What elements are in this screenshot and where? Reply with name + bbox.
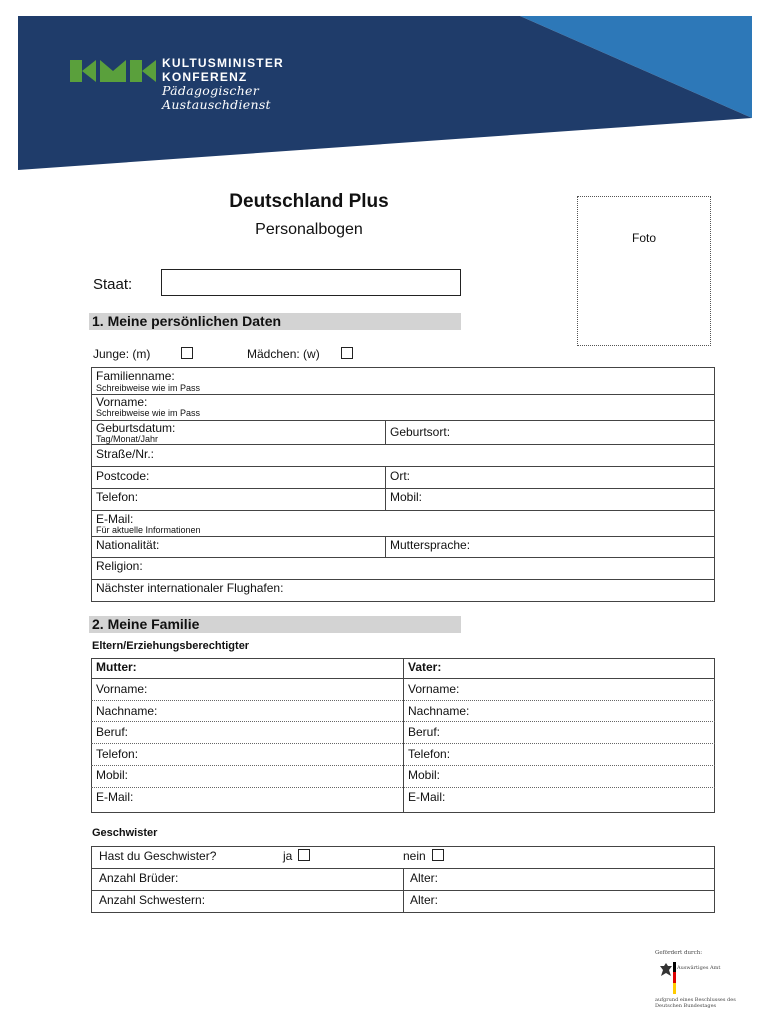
siblings-question: Hast du Geschwister? <box>99 849 217 863</box>
kmk-logo-text <box>162 56 284 112</box>
sisters-label: Anzahl Schwestern: <box>99 893 206 907</box>
muttersprache-label: Muttersprache: <box>390 538 471 552</box>
column-divider <box>403 868 404 913</box>
column-divider <box>385 536 386 557</box>
flag-stripe-icon <box>673 962 676 994</box>
document-subtitle: Personalbogen <box>255 221 363 238</box>
father-title: Vater: <box>408 660 442 674</box>
row-divider <box>91 743 715 744</box>
staat-label: Staat: <box>93 276 133 293</box>
row-divider <box>91 536 715 537</box>
father-beruf-label: Beruf: <box>408 725 441 739</box>
document-title: Deutschland Plus <box>229 191 389 212</box>
gender-girl-label: Mädchen: (w) <box>247 347 320 361</box>
personal-data-table <box>91 367 715 602</box>
siblings-no-checkbox[interactable] <box>432 849 444 861</box>
mother-nachname-label: Nachname: <box>96 704 158 718</box>
section-family-heading: 2. Meine Familie <box>89 616 461 633</box>
email-label: E-Mail: <box>96 512 134 526</box>
column-divider <box>403 658 404 813</box>
row-divider <box>91 579 715 580</box>
row-divider <box>91 678 715 679</box>
photo-label: Foto <box>631 231 656 245</box>
column-divider <box>385 420 386 444</box>
ministry-text: Auswärtiges Amt <box>677 965 721 971</box>
siblings-yes-label: ja <box>283 849 293 863</box>
siblings-no-label: nein <box>403 849 426 863</box>
row-divider <box>91 765 715 766</box>
row-divider <box>91 466 715 467</box>
familienname-label: Familienname: <box>96 369 175 383</box>
brothers-label: Anzahl Brüder: <box>99 871 179 885</box>
flughafen-label: Nächster internationaler Flughafen: <box>96 581 284 595</box>
staat-input[interactable] <box>161 269 461 296</box>
vorname-label: Vorname: <box>96 395 148 409</box>
funded-by-text: Gefördert durch: <box>655 950 703 956</box>
logo-line-2: KONFERENZ <box>162 70 248 84</box>
header-banner <box>0 0 770 175</box>
postcode-label: Postcode: <box>96 469 150 483</box>
sisters-age-label: Alter: <box>410 893 439 907</box>
mother-vorname-label: Vorname: <box>96 682 148 696</box>
resolution-text: aufgrund eines Beschlusses des Deutschen Bundestages <box>655 997 736 1009</box>
row-divider <box>91 787 715 788</box>
father-vorname-label: Vorname: <box>408 682 460 696</box>
mother-telefon-label: Telefon: <box>96 747 139 761</box>
mother-beruf-label: Beruf: <box>96 725 129 739</box>
logo-line-1: KULTUSMINISTER <box>162 56 284 70</box>
ort-label: Ort: <box>390 469 410 483</box>
familienname-hint: Schreibweise wie im Pass <box>96 383 201 393</box>
logo-line-4: Austauschdienst <box>162 97 271 112</box>
row-divider <box>91 444 715 445</box>
nationalitaet-label: Nationalität: <box>96 538 160 552</box>
gender-boy-checkbox[interactable] <box>181 347 193 359</box>
gender-girl-checkbox[interactable] <box>341 347 353 359</box>
father-nachname-label: Nachname: <box>408 704 470 718</box>
row-divider <box>91 394 715 395</box>
row-divider <box>91 420 715 421</box>
brothers-age-label: Alter: <box>410 871 439 885</box>
row-divider <box>91 700 715 701</box>
column-divider <box>385 466 386 510</box>
row-divider <box>91 510 715 511</box>
father-telefon-label: Telefon: <box>408 747 451 761</box>
siblings-heading: Geschwister <box>92 827 158 839</box>
row-divider <box>91 721 715 722</box>
logo-line-3: Pädagogischer <box>162 83 260 98</box>
father-email-label: E-Mail: <box>408 790 446 804</box>
religion-label: Religion: <box>96 559 143 573</box>
geburtsort-label: Geburtsort: <box>390 425 451 439</box>
mobil-label: Mobil: <box>390 490 423 504</box>
gender-boy-label: Junge: (m) <box>93 347 151 361</box>
email-hint: Für aktuelle Informationen <box>96 525 201 535</box>
father-mobil-label: Mobil: <box>408 768 441 782</box>
telefon-label: Telefon: <box>96 490 139 504</box>
mother-title: Mutter: <box>96 660 137 674</box>
section-personal-heading: 1. Meine persönlichen Daten <box>89 313 461 330</box>
row-divider <box>91 488 715 489</box>
geburtsdatum-label: Geburtsdatum: <box>96 421 176 435</box>
federal-eagle-icon <box>659 962 673 978</box>
mother-mobil-label: Mobil: <box>96 768 129 782</box>
parents-heading: Eltern/Erziehungsberechtigter <box>92 640 250 652</box>
geburtsdatum-hint: Tag/Monat/Jahr <box>96 434 159 444</box>
funding-note <box>655 950 755 1009</box>
mother-email-label: E-Mail: <box>96 790 134 804</box>
row-divider <box>91 557 715 558</box>
siblings-yes-checkbox[interactable] <box>298 849 310 861</box>
photo-box[interactable] <box>577 196 711 346</box>
strasse-label: Straße/Nr.: <box>96 447 155 461</box>
vorname-hint: Schreibweise wie im Pass <box>96 408 201 418</box>
